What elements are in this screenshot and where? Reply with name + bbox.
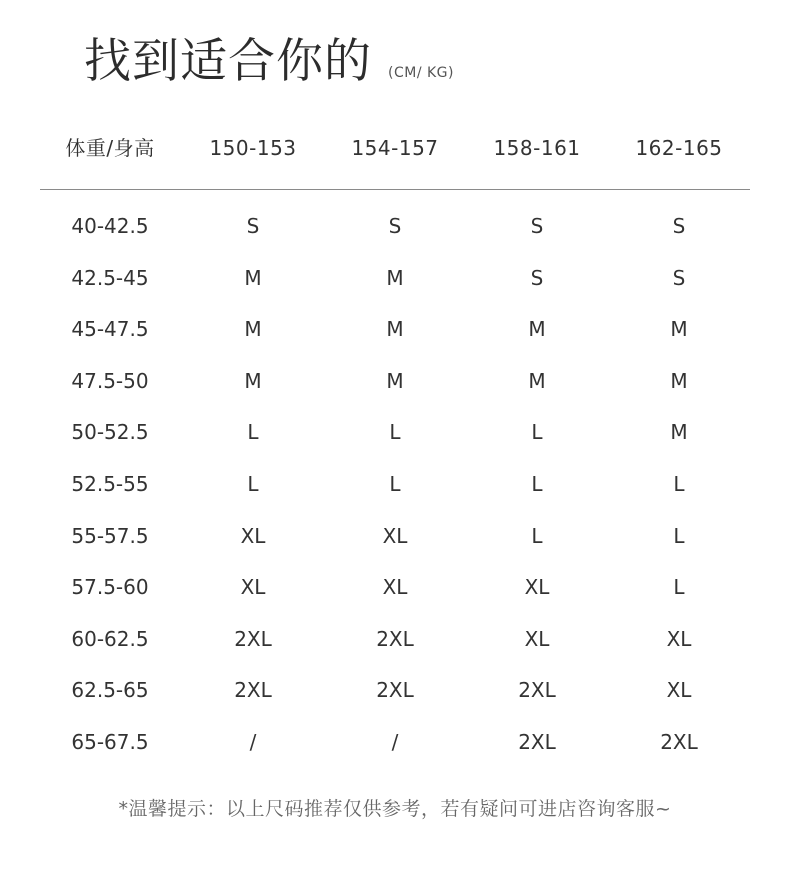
- size-tip-note: *温馨提示：以上尺码推荐仅供参考，若有疑问可进店咨询客服~: [118, 798, 672, 820]
- header-height-162-165: 162-165: [635, 136, 723, 160]
- size-cell: L: [531, 420, 543, 445]
- size-cell: 2XL: [518, 729, 556, 754]
- table-row: [40, 414, 750, 466]
- weight-cell: 62.5-65: [71, 678, 149, 703]
- size-cell: M: [528, 368, 546, 393]
- size-cell: L: [389, 420, 401, 445]
- size-cell: 2XL: [376, 678, 414, 703]
- size-cell: 2XL: [518, 678, 556, 703]
- size-cell: S: [530, 214, 544, 238]
- size-cell: /: [249, 729, 257, 754]
- weight-cell: 52.5-55: [71, 471, 149, 496]
- table-row: [40, 208, 750, 260]
- size-cell: XL: [666, 678, 692, 703]
- weight-cell: 57.5-60: [71, 575, 149, 600]
- size-cell: M: [244, 317, 262, 342]
- size-cell: M: [670, 368, 688, 393]
- size-cell: XL: [240, 575, 266, 600]
- size-cell: M: [386, 265, 404, 290]
- table-row: [40, 672, 750, 724]
- table-row: [40, 569, 750, 621]
- page-title: 找到适合你的: [84, 34, 372, 89]
- weight-cell: 60-62.5: [71, 626, 149, 651]
- size-cell: L: [531, 523, 543, 548]
- table-row: [40, 260, 750, 312]
- table-row: [40, 466, 750, 518]
- size-cell: XL: [524, 626, 550, 651]
- size-cell: L: [673, 575, 685, 600]
- size-cell: L: [531, 471, 543, 496]
- size-cell: 2XL: [234, 626, 272, 651]
- size-cell: S: [246, 214, 260, 238]
- size-cell: XL: [240, 523, 266, 548]
- size-table-header: [40, 130, 750, 166]
- unit-label: (CM/ KG): [388, 65, 454, 81]
- table-row: [40, 518, 750, 570]
- table-row: [40, 724, 750, 776]
- size-table-body: [40, 208, 750, 776]
- size-cell: XL: [666, 626, 692, 651]
- size-cell: 2XL: [660, 729, 698, 754]
- table-row: [40, 363, 750, 415]
- size-cell: S: [672, 265, 686, 290]
- size-cell: S: [388, 214, 402, 238]
- weight-cell: 55-57.5: [71, 523, 149, 548]
- weight-cell: 65-67.5: [71, 729, 149, 754]
- size-cell: L: [247, 471, 259, 496]
- size-cell: L: [389, 471, 401, 496]
- size-cell: M: [528, 317, 546, 342]
- size-cell: M: [244, 368, 262, 393]
- header-height-150-153: 150-153: [209, 136, 297, 160]
- weight-cell: 40-42.5: [71, 214, 149, 238]
- size-cell: M: [386, 317, 404, 342]
- size-cell: L: [673, 523, 685, 548]
- size-cell: M: [386, 368, 404, 393]
- weight-cell: 50-52.5: [71, 420, 149, 445]
- weight-cell: 42.5-45: [71, 265, 149, 290]
- size-cell: XL: [524, 575, 550, 600]
- size-cell: L: [247, 420, 259, 445]
- size-cell: M: [670, 420, 688, 445]
- header-divider: [40, 189, 750, 190]
- table-row: [40, 621, 750, 673]
- size-cell: M: [244, 265, 262, 290]
- header-weight-height: 体重/身高: [65, 136, 155, 160]
- header-height-154-157: 154-157: [351, 136, 439, 160]
- size-cell: S: [672, 214, 686, 238]
- size-cell: S: [530, 265, 544, 290]
- size-cell: M: [670, 317, 688, 342]
- table-row: [40, 311, 750, 363]
- weight-cell: 45-47.5: [71, 317, 149, 342]
- title-block: [84, 34, 454, 89]
- size-cell: /: [391, 729, 399, 754]
- size-cell: L: [673, 471, 685, 496]
- weight-cell: 47.5-50: [71, 368, 149, 393]
- size-cell: 2XL: [376, 626, 414, 651]
- size-cell: XL: [382, 523, 408, 548]
- header-height-158-161: 158-161: [493, 136, 581, 160]
- size-cell: XL: [382, 575, 408, 600]
- size-cell: 2XL: [234, 678, 272, 703]
